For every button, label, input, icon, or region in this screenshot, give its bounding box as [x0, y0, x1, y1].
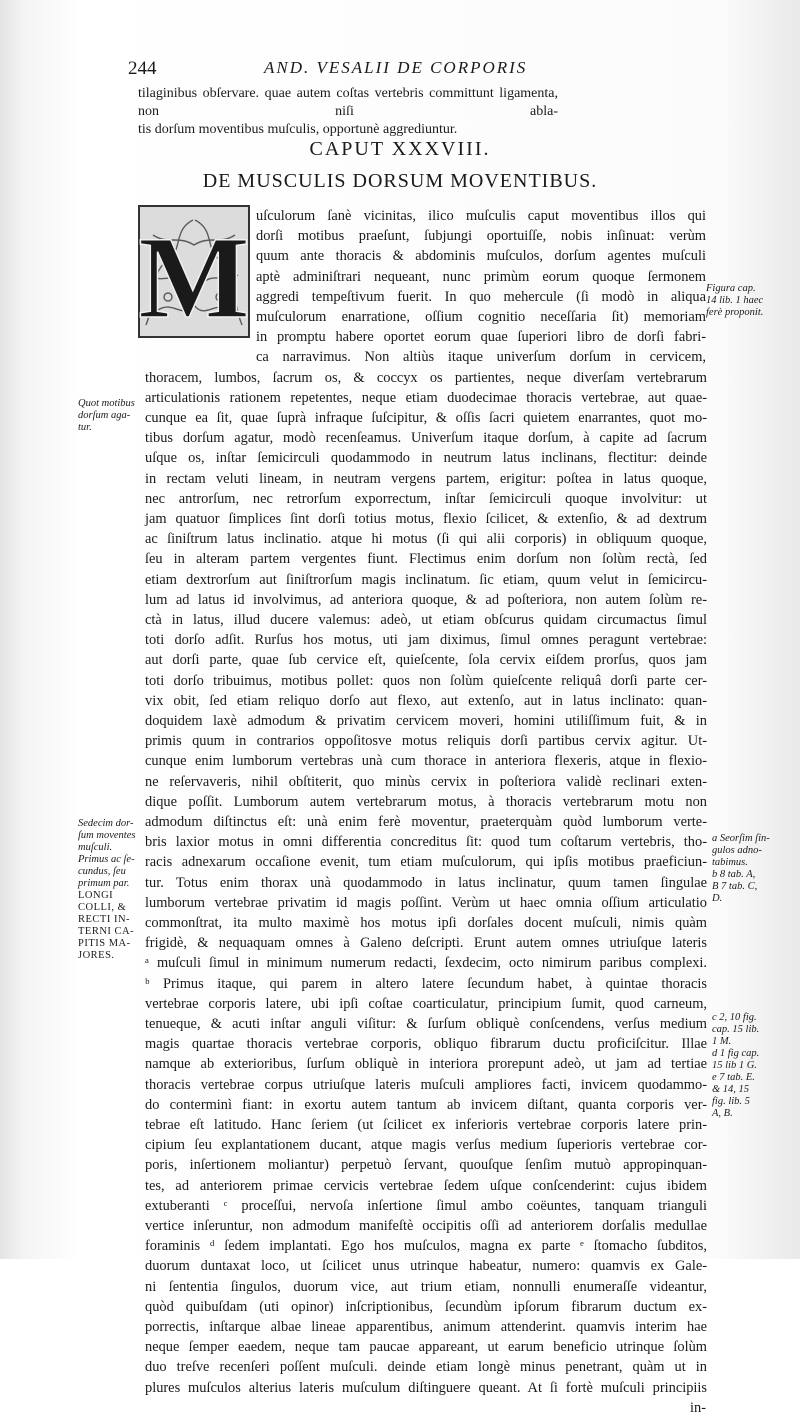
- chapter-title: DE MUSCULIS DORSUM MOVENTIBUS.: [202, 170, 598, 192]
- text-line: ne reſervaveris, nihil obſtiterit, quo minùs cervix in poſteriora validè reclinari exten-: [145, 773, 707, 790]
- text-line: ca narravimus. Non altiùs itaque univerſum dorſum in cervicem,: [256, 349, 706, 366]
- page-number: 244: [128, 58, 157, 79]
- text-line: in promptu habere oportet eorum quae ſuperiori libro de dorſi fabri-: [256, 329, 706, 346]
- text-line: toti dorſo adſit. Rurſus hos motus, uti jam diximus, ſimul omnes peragunt vertebrae:: [145, 632, 707, 649]
- text-line: cunque enim lumborum vertebras unà cum thorace in anteriora flexeris, atque in flexio-: [145, 753, 707, 770]
- text-line: aggredi tempeſtivum fuerit. In quo mehercule (ſi modò in aliqua: [256, 288, 706, 305]
- text-line: jam quatuor ſimplices ſint dorſi totius motus, flexio ſcilicet, & extenſio, & ad dextrum: [145, 511, 707, 527]
- margin-note: d 1 fig cap.: [712, 1048, 760, 1059]
- text-line: in rectam veluti lineam, in neutram vergens partem, erigitur: poſtea in latus quoque,: [145, 470, 707, 487]
- text-line: dorſi motibus praeſunt, ſubjungi oportuiſſe, nobis inſinuat: verùm: [256, 228, 706, 245]
- margin-note: A, B.: [712, 1108, 733, 1119]
- margin-note: muſculi.: [78, 842, 113, 853]
- text-line: articulationis rationem repetentes, neque etiam duodecimae thoracis vertebrae, aut quae-: [145, 389, 707, 406]
- margin-note: Sedecim dor-: [78, 818, 134, 829]
- margin-note: 15 lib 1 G.: [712, 1060, 757, 1071]
- text-line: thoracem, lumbos, ſacrum os, & coccyx os partientes, neque diverſam vertebrarum: [145, 369, 707, 386]
- text-line: in-: [690, 1399, 706, 1416]
- margin-note: tur.: [78, 422, 92, 433]
- text-line: vix obit, ſed etiam reliquo dorſo aut flexo, aut extenſo, aut in latus inclinato: quan-: [145, 692, 707, 709]
- text-line: do conterminì fiant: in exortu autem tantum ab invicem diſtant, quanta corporis ver-: [145, 1096, 707, 1113]
- text-line: vertice inſeruntur, non admodum manifeſtè occipitis oſſi ad anteriorem dorſalis medullae: [145, 1218, 707, 1234]
- margin-note: Primus ac ſe-: [78, 854, 135, 865]
- text-line: ᵇ Primus itaque, qui parem in altero latere ſecundum habet, à quintae thoracis: [145, 975, 707, 992]
- text-line: tenueque, & acuti inſtar anguli viſitur: & ſurſum obliquè conſcendens, verſus medium: [145, 1016, 707, 1032]
- margin-note: dorſum aga-: [78, 410, 131, 421]
- margin-note: JORES.: [78, 950, 115, 961]
- margin-note: ſum moventes: [78, 830, 136, 841]
- text-line: lum ad latus id involvimus, ad anteriora quoque, & ad poſteriora, non autem ſolùm re-: [145, 591, 707, 608]
- margin-note: D.: [712, 893, 723, 904]
- margin-note: LONGI: [78, 890, 114, 901]
- text-line: namque ab exterioribus, ſurſum obliquè in interiora prorepunt adeò, ut jam ad tertiae: [145, 1056, 707, 1073]
- text-line: cipium ſeu explantationem ducant, atque magis verſus medium ſuperioris vertebrae cor-: [145, 1137, 707, 1154]
- text-line: bris laxior motus in omni differentia concreditus ſit: quod tum coſtarum vertebris, tho-: [145, 834, 707, 851]
- margin-note: gulos adno-: [712, 845, 762, 856]
- margin-note: 14 lib. 1 haec: [706, 295, 764, 306]
- text-line: plures muſculos alterius lateris muſculum diſtinguere queant. At ſi fortè muſculi principiis: [145, 1379, 707, 1396]
- margin-note: RECTI IN-: [78, 914, 131, 925]
- text-line: tibus dorſum agatur, modò recenſeamus. Univerſum itaque dorſum, à capite ad ſacrum: [145, 430, 707, 447]
- initial-letter: M: [138, 212, 250, 343]
- margin-note: b 8 tab. A,: [712, 869, 756, 880]
- margin-note: 1 M.: [712, 1036, 732, 1047]
- margin-note: COLLI, &: [78, 902, 127, 913]
- text-line: etiam dextrorſum aut ſiniſtrorſum magis inclinatum. ſic etiam, quum velut in ſemicircu-: [145, 571, 707, 588]
- margin-note: primum par.: [78, 878, 130, 889]
- margin-note: cap. 15 lib.: [712, 1024, 760, 1035]
- text-line: ni ſententia ſingulos, duorum vice, aut trium etiam, nonnulli enumeraſſe videantur,: [145, 1278, 707, 1295]
- margin-note: tabimus.: [712, 857, 748, 868]
- page-header: [128, 58, 598, 84]
- margin-note: fig. lib. 5: [712, 1096, 750, 1107]
- text-line: doquidem laxè admodum & privatim cervicem moveri, homini utiliſſimum fuit, & in: [145, 713, 707, 729]
- margin-note: a Seorſim ſin-: [712, 833, 770, 844]
- margin-note: Figura cap.: [706, 283, 756, 294]
- margin-note: TERNI CA-: [78, 926, 135, 937]
- text-line: primis quum in contrarios oppoſitosve motus reliquis dorſi partibus cervix agitur. Ut-: [145, 733, 707, 750]
- margin-note: Quot motibus: [78, 398, 135, 409]
- text-line: thoracis vertebrae corpus utriuſque lateris muſculi ampliores facti, invicem quodammo-: [145, 1076, 707, 1093]
- margin-note: c 2, 10 fig.: [712, 1012, 757, 1023]
- text-line: poris, inſertionem moliantur) perpetuò ſervant, quouſque ſenſim mutuò appropinquan-: [145, 1157, 707, 1174]
- text-line: aptè adminiſtrari nequeant, nunc primùm eorum quoque ſermonem: [256, 268, 706, 285]
- text-line: lumborum vertebrae privatim id magis poſſint. Verùm ut haec omnia oſſium articulatio: [145, 894, 707, 911]
- text-line: ſeu in alteram partem vergentes fiunt. Flectimus enim dorſum non ſolùm rectà, ſed: [145, 551, 707, 568]
- text-line: tes, ad anteriorem primae cervicis vertebrae ſedem uſque conſcenderint: cujus ibidem: [145, 1177, 707, 1194]
- text-line: toti dorſo tribuimus, motibus pollet: quos non ſolùm quieſcente reliquâ dorſi parte cer-: [145, 672, 707, 689]
- text-line: quòd quibuſdam (uti opinor) inſcriptionibus, ſecundùm ipſorum fibrarum ductum ex-: [145, 1298, 707, 1315]
- text-line: neque ſemper eaedem, neque tam paucae appareant, ut earum beneficio utrinque ſolùm: [145, 1339, 707, 1356]
- text-line: duo treſve recenſeri poſſent muſculi. deinde etiam longè minus penetrant, quàm ut in: [145, 1359, 707, 1376]
- margin-note: PITIS MA-: [78, 938, 131, 949]
- text-line: porrectis, inſtarque albae lineae apparentibus, animum attenderint. quamvis interim hae: [145, 1319, 707, 1335]
- chapter-number: CAPUT XXXVIII.: [309, 138, 491, 160]
- text-line: tur. Totus enim thorax unà quodammodo in latus inclinatur, quum tamen ſingulae: [145, 874, 707, 891]
- margin-note: e 7 tab. E.: [712, 1072, 755, 1083]
- margin-note: cundus, ſeu: [78, 866, 126, 877]
- text-line: nec antrorſum, nec retrorſum exporrectum, inſtar ſemicirculi quoque involvitur: ut: [145, 490, 707, 507]
- text-line: frigidè, & nequaquam omnes à Galeno deſcripti. Erunt autem omnes utriuſque lateris: [145, 935, 707, 952]
- text-line: racis adnexarum occaſione evenit, tum etiam muſculorum, qui ipſis motibus praeficiun-: [145, 854, 707, 871]
- text-line: ctà in latus, illud ducere valemus: adeò, ut etiam obſcurus quidam circumactus ſimul: [145, 612, 707, 628]
- text-line: ᵃ muſculi ſimul in minimum numerum redacti, ſexdecim, octo nimirum paribus complexi.: [145, 955, 707, 972]
- intro-text: [138, 85, 558, 139]
- text-line: ac ſiniſtrum latus inclinatio. atque hi motus (ſi qui alii corporis) in obliquum quoque,: [145, 531, 707, 548]
- text-line: admodum diſtinctus eſt: unà enim ferè moventur, praeterquàm quòd lumborum verte-: [145, 814, 707, 830]
- text-line: duorum duntaxat loco, ut ſcilicet unus utrinque habeatur, numero: quamvis ex Gale-: [145, 1258, 707, 1275]
- text-line: uſculorum ſanè vicinitas, ilico muſculis caput moventibus illos qui: [256, 208, 706, 224]
- text-line: muſculorum enarratione, oſſium cognitio neceſſaria ſit) memoriam: [256, 309, 706, 325]
- text-line: extuberanti ᶜ proceſſui, nervoſa inſertione ſimul ambo coëuntes, tanquam trianguli: [145, 1197, 707, 1214]
- text-line: magis quartae thoracis vertebrae corporis, obliquo fibrarum ductu proficiſcitur. Illae: [145, 1036, 707, 1053]
- margin-note: B 7 tab. C,: [712, 881, 758, 892]
- text-line: aut dorſi parte, quae ſub cervice eſt, quieſcente, ſola cervix eiſdem prorſus, quos jam: [145, 652, 707, 669]
- margin-note: & 14, 15: [712, 1084, 750, 1095]
- margin-note: ferè proponit.: [706, 307, 764, 318]
- intro-line: tilaginibus obſervare. quae autem coſtas vertebris committunt ligamenta, non niſi abla-: [138, 86, 558, 119]
- text-line: cunque ea ſit, quae ſuprà infraque ſuſcipitur, & oſſis ſacri quietem enarrantes, quot mo-: [145, 410, 707, 426]
- text-line: uſque os, inſtar ſemicirculi quodammodo in neutrum latus inclinans, flectitur: deinde: [145, 450, 707, 467]
- text-line: dique poſſit. Lumborum autem vertebrarum motus, à thoracis vertebrarum motu non: [145, 793, 707, 810]
- text-line: foraminis ᵈ ſedem implantati. Ego hos muſculos, magna ex parte ᵉ ſtomacho ſubditos,: [145, 1238, 707, 1255]
- decorated-initial: [138, 205, 250, 343]
- text-line: commonſtrat, ita multo maximè hos motus ipſi dorſales docent muſculi, nimis quàm: [145, 915, 707, 931]
- text-line: quum ante thoracis & abdominis muſculos, dorſum agentes muſculi: [256, 248, 706, 265]
- running-head: AND. VESALII DE CORPORIS: [264, 58, 528, 77]
- intro-line: tis dorſum moventibus muſculis, opportunè aggrediuntur.: [138, 122, 458, 137]
- text-line: vertebrae corporis latere, ubi ipſi coſtae coarticulatur, principium ſumit, quod carneum,: [145, 995, 707, 1012]
- text-line: tebrae eſt latitudo. Hanc ſeriem (ut ſcilicet ex inferioris vertebrae corporis latere prin-: [145, 1117, 707, 1133]
